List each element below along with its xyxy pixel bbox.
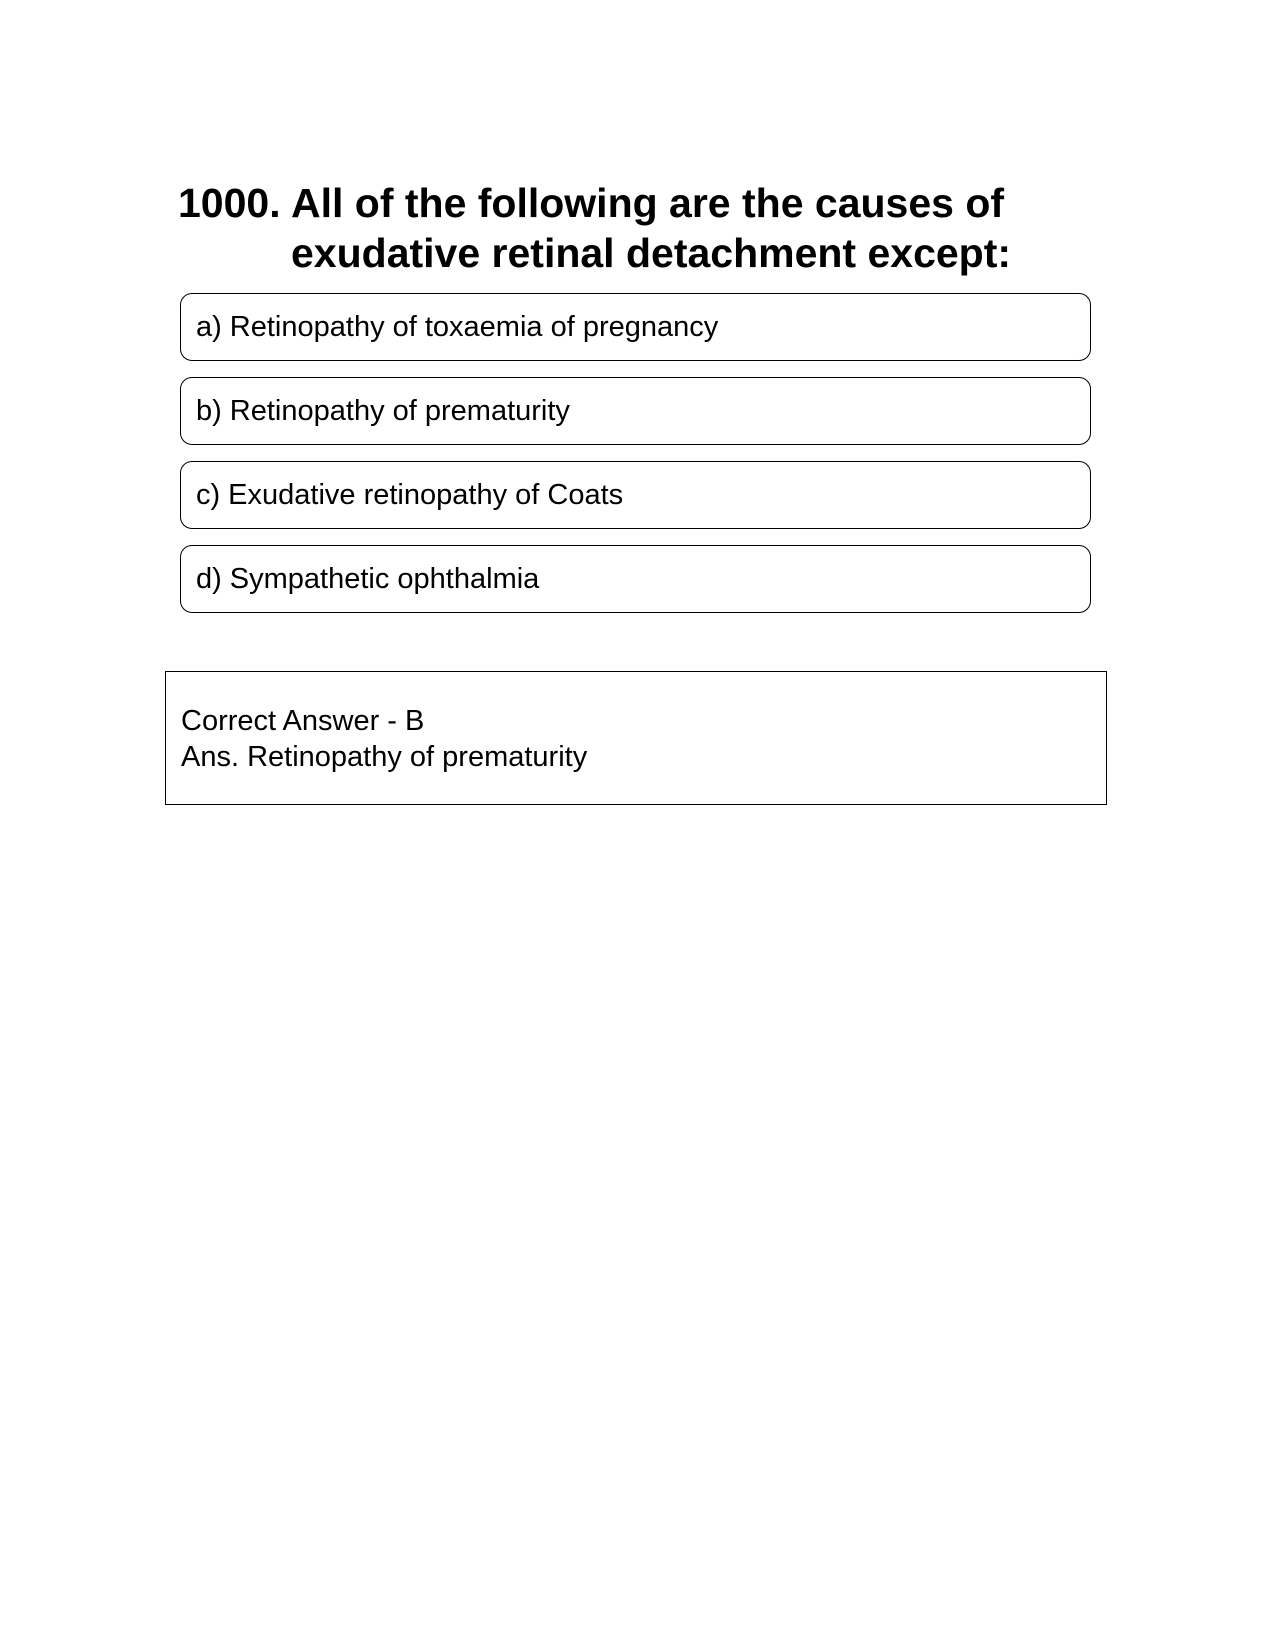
answer-explanation: Ans. Retinopathy of prematurity: [181, 741, 588, 773]
question-text: All of the following are the causes of exudative retinal detachment except:: [291, 180, 1012, 276]
option-letter: c): [196, 478, 221, 511]
options-list: [180, 293, 1091, 629]
option-text: Retinopathy of prematurity: [229, 394, 570, 427]
option-c[interactable]: [180, 461, 1091, 529]
option-b[interactable]: [180, 377, 1091, 445]
option-text: Retinopathy of toxaemia of pregnancy: [229, 310, 719, 343]
option-text: Exudative retinopathy of Coats: [228, 478, 624, 511]
option-letter: a): [196, 310, 222, 343]
option-a[interactable]: [180, 293, 1091, 361]
option-text: Sympathetic ophthalmia: [229, 562, 540, 595]
question-heading: [178, 178, 1078, 278]
correct-answer-label: Correct Answer - B: [181, 705, 425, 737]
option-letter: d): [196, 562, 222, 595]
question-number: 1000.: [178, 180, 281, 226]
option-d[interactable]: [180, 545, 1091, 613]
answer-box: [165, 671, 1107, 805]
option-letter: b): [196, 394, 222, 427]
